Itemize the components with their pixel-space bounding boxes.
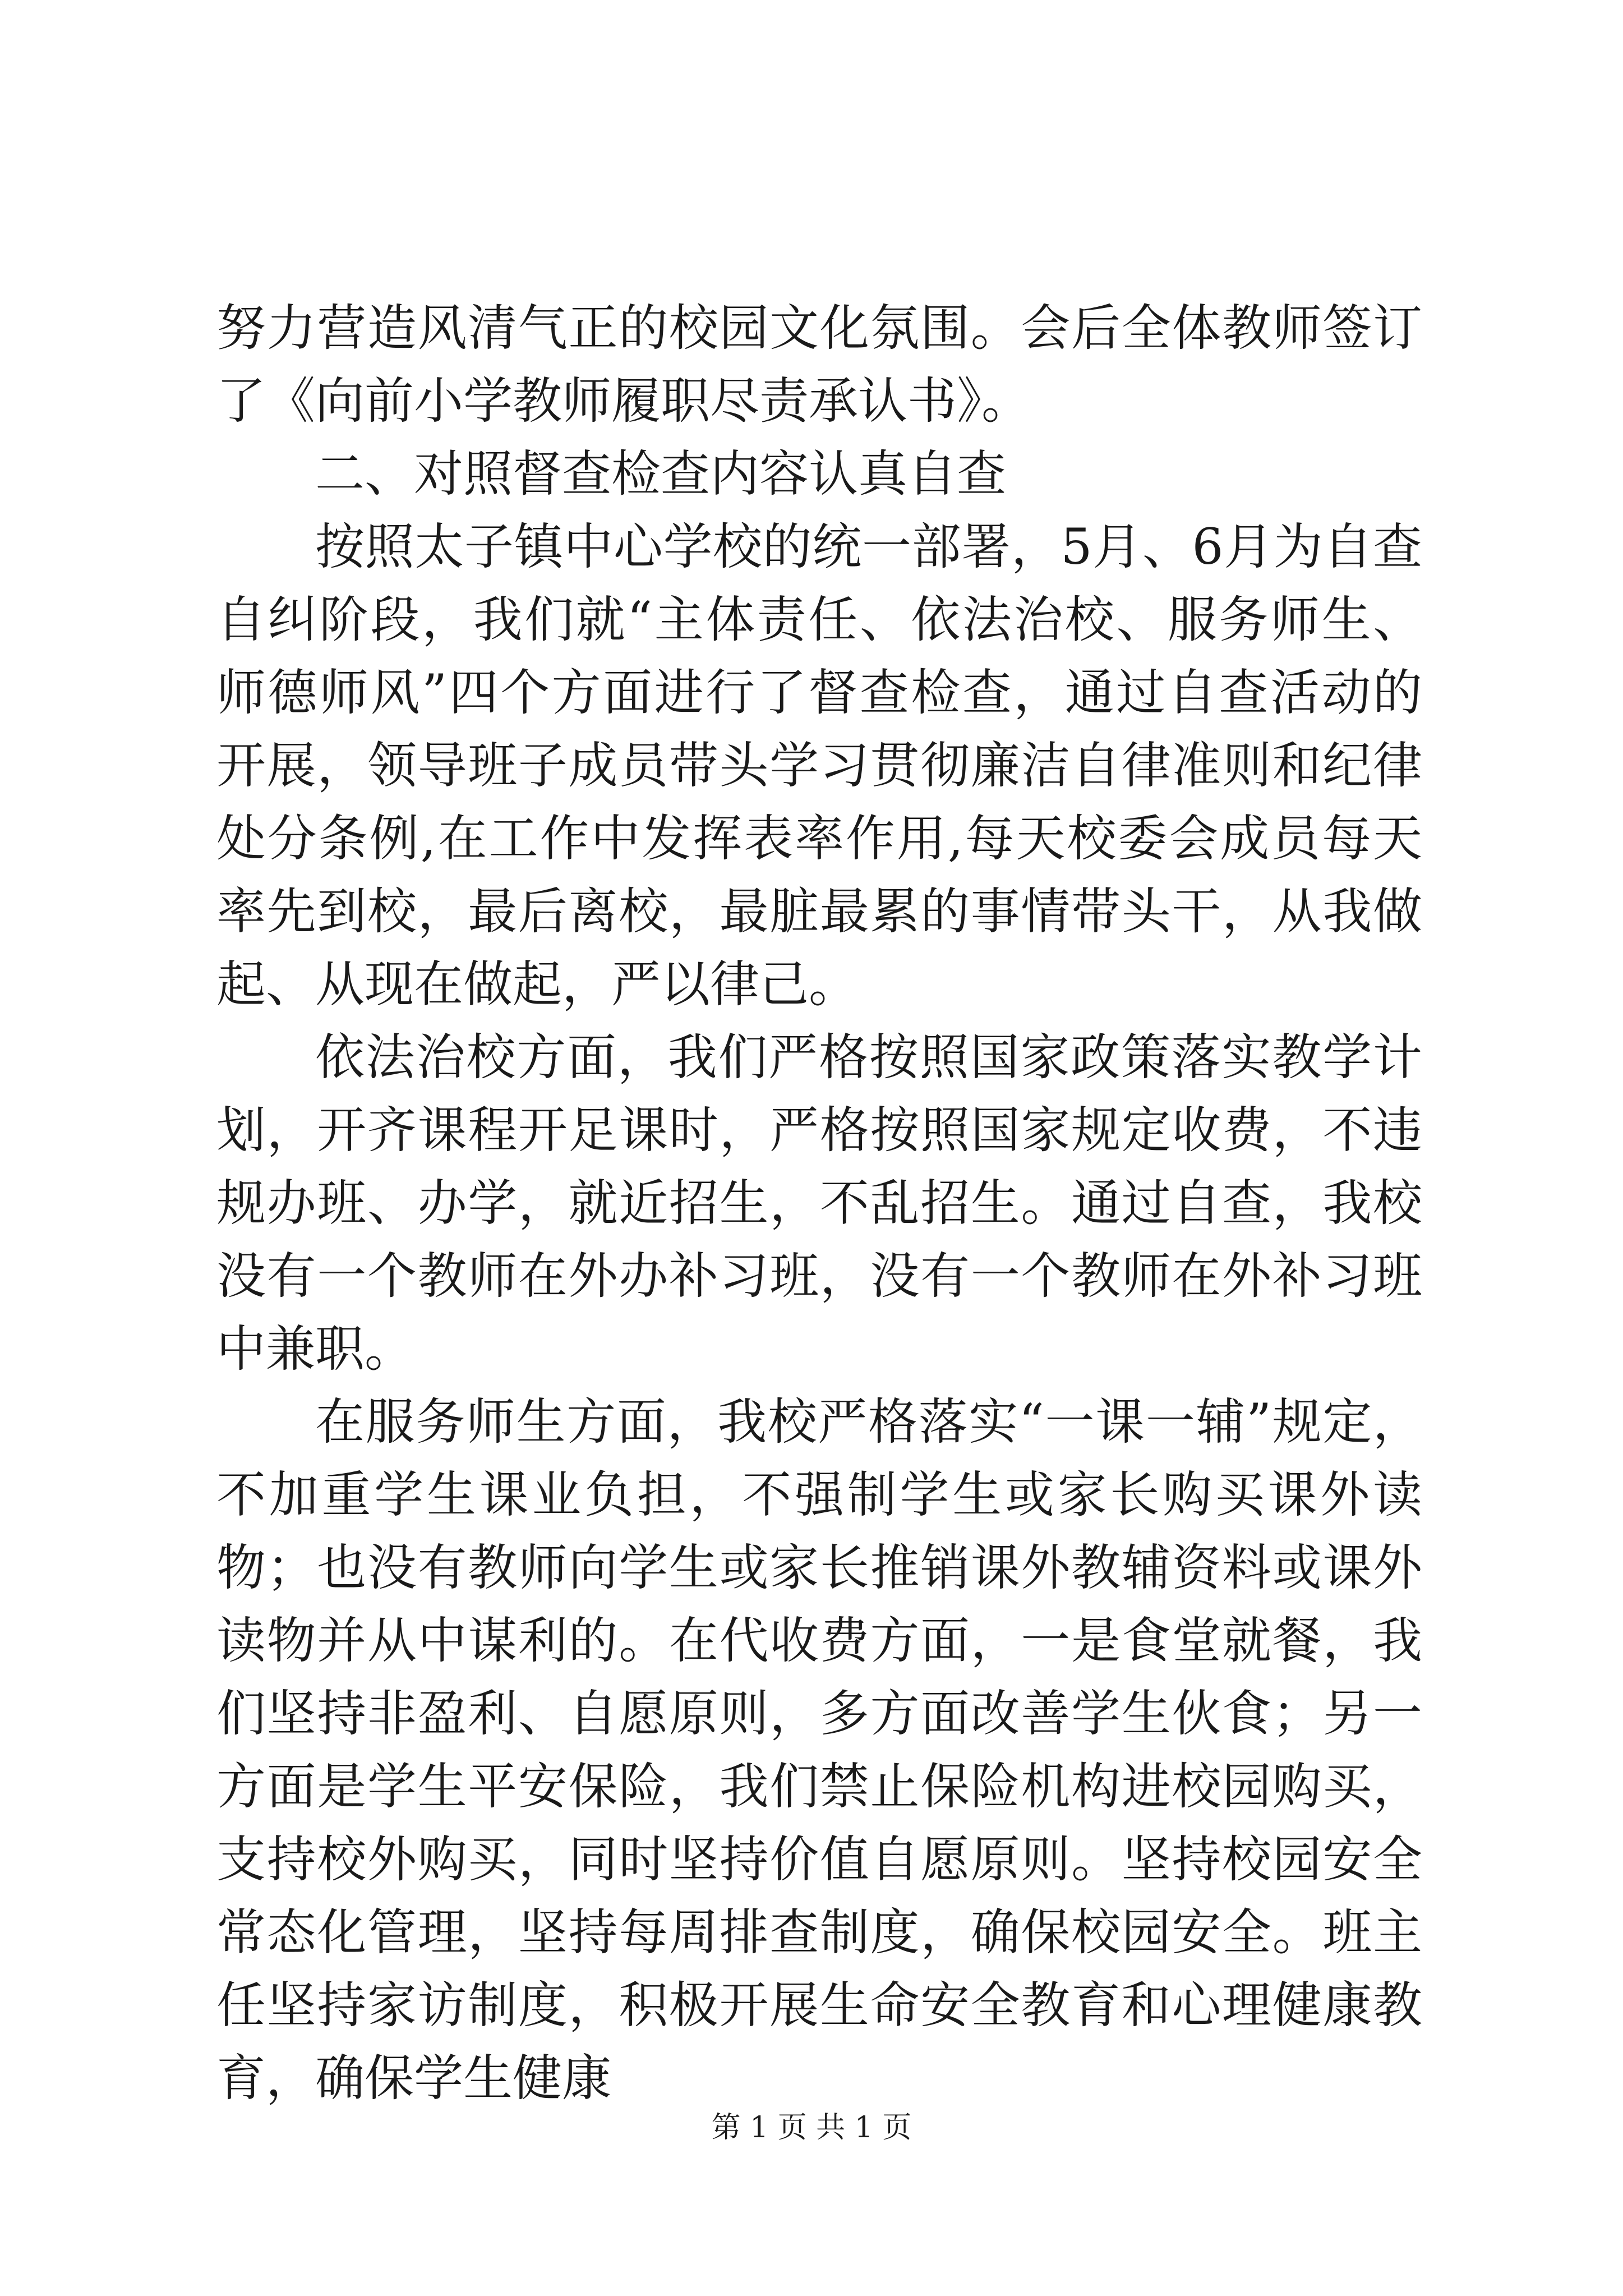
paragraph-law-governance: 依法治校方面，我们严格按照国家政策落实教学计划，开齐课程开足课时，严格按照国家规定收费，不违规办班、办学，就近招生，不乱招生。通过自查，我校没有一个教师在外办补习班，没有一个教师在外补习班中兼职。 [216, 1028, 1422, 1378]
page-footer: 第 1 页 共 1 页 [711, 2111, 912, 2145]
paragraph-closing-sentence: 努力营造风清气正的校园文化氛围。会后全体教师签订了《向前小学教师履职尽责承认书》。 [216, 299, 1422, 430]
document-body [216, 292, 1422, 2115]
paragraph-service: 在服务师生方面，我校严格落实“一课一辅”规定，不加重学生课业负担，不强制学生或家长购买课外读物；也没有教师向学生或家长推销课外教辅资料或课外读物并从中谋利的。在代收费方面，一是食堂就餐，我们坚持非盈利、自愿原则，多方面改善学生伙食；另一方面是学生平安保险，我们禁止保险机构进校园购买，支持校外购买，同时坚持价值自愿原则。坚持校园安全常态化管理，坚持每周排查制度，确保校园安全。班主任坚持家访制度，积极开展生命安全教育和心理健康教育，确保学生健康 [216, 1393, 1422, 2107]
paragraph-self-inspection: 按照太子镇中心学校的统一部署，5月、6月为自查自纠阶段，我们就“主体责任、依法治校、服务师生、师德师风”四个方面进行了督查检查，通过自查活动的开展，领导班子成员带头学习贯彻廉洁自律准则和纪律处分条例,在工作中发挥表率作用,每天校委会成员每天率先到校，最后离校，最脏最累的事情带头干，从我做起、从现在做起，严以律己。 [216, 518, 1422, 1013]
section-heading: 二、对照督查检查内容认真自查 [315, 445, 1007, 503]
